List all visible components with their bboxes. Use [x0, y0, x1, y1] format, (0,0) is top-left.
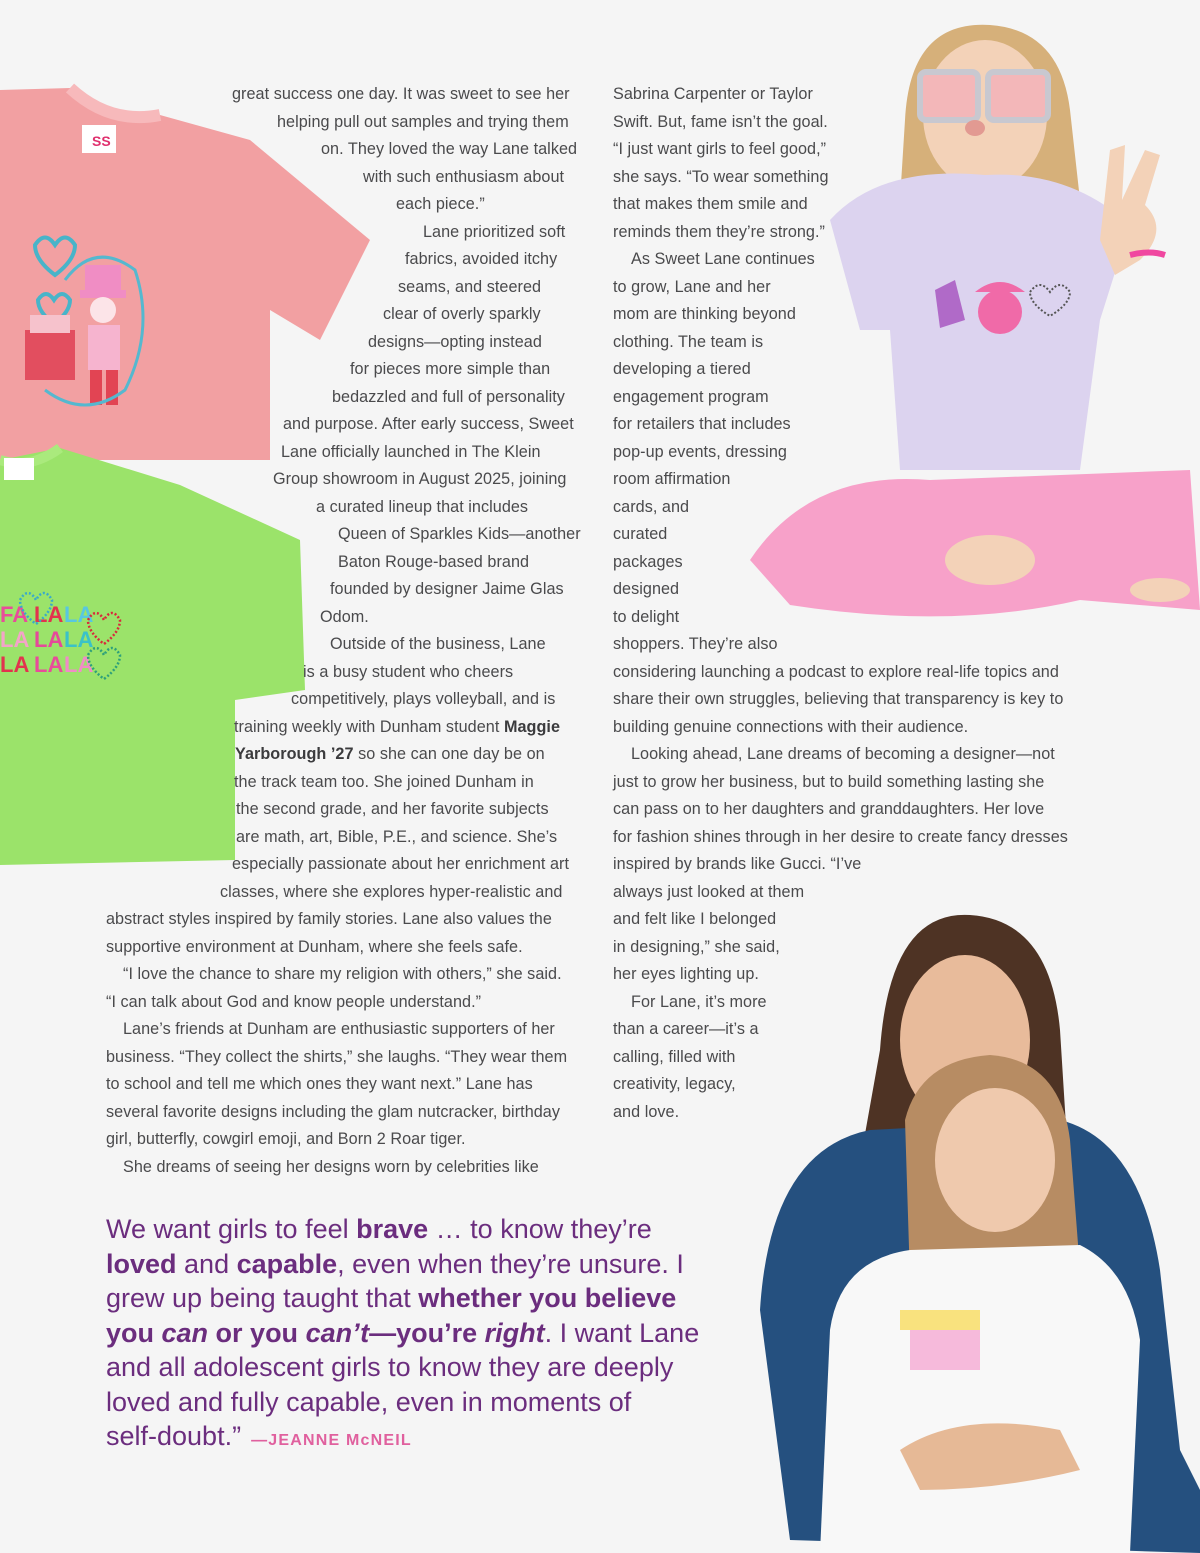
body-text-line: her eyes lighting up.	[613, 965, 759, 983]
body-text-line: for fashion shines through in her desire to create fancy dresses	[613, 828, 1068, 846]
svg-text:LA: LA	[64, 602, 94, 627]
emphasis: capable	[236, 1248, 338, 1279]
body-text-line: cards, and	[613, 498, 690, 516]
text-span: and	[176, 1248, 237, 1279]
name-yarborough: Yarborough ’27	[235, 745, 354, 763]
quote-attribution: —JEANNE McNEIL	[251, 1432, 412, 1449]
body-text-line: in designing,” she said,	[613, 938, 780, 956]
text-span: self-doubt.”	[106, 1421, 242, 1451]
body-text-line: than a career—it’s a	[613, 1020, 759, 1038]
body-text-line: several favorite designs including the glam nutcracker, birthday	[106, 1103, 560, 1121]
body-text-line: “I can talk about God and know people understand.”	[106, 993, 482, 1011]
svg-text:LA: LA	[0, 652, 30, 677]
body-text-line: just to grow her business, but to build something lasting she	[613, 773, 1045, 791]
body-text-line: is a busy student who cheers	[303, 663, 514, 681]
pull-quote	[106, 1212, 726, 1459]
body-text-line: helping pull out samples and trying them	[277, 113, 569, 131]
body-text-line: Queen of Sparkles Kids—another	[338, 525, 581, 543]
body-text-line: can pass on to her daughters and granddaughters. Her love	[613, 800, 1045, 818]
svg-text:LA: LA	[64, 627, 94, 652]
svg-text:SS: SS	[92, 133, 111, 149]
quote-line: loved and fully capable, even in moments of	[106, 1386, 632, 1417]
body-text-line: considering launching a podcast to explore real-life topics and	[613, 663, 1059, 681]
body-text-line: She dreams of seeing her designs worn by celebrities like	[123, 1158, 539, 1176]
body-text-line: for pieces more simple than	[350, 360, 551, 378]
body-text-line: For Lane, it’s more	[631, 993, 767, 1011]
quote-line	[106, 1316, 726, 1351]
text-span: so she can one day be on	[353, 745, 545, 763]
body-text-line: especially passionate about her enrichment art	[232, 855, 570, 873]
emphasis: brave	[356, 1214, 429, 1244]
body-text-line: bedazzled and full of personality	[332, 388, 565, 406]
body-text-line: designs—opting instead	[368, 333, 542, 351]
body-text-line: clear of overly sparkly	[383, 305, 541, 323]
body-text-line: Group showroom in August 2025, joining	[273, 470, 567, 488]
body-text-line: for retailers that includes	[613, 415, 791, 433]
body-text-line: the second grade, and her favorite subjects	[236, 800, 549, 818]
svg-text:LA: LA	[34, 652, 64, 677]
quote-line	[106, 1419, 726, 1459]
svg-text:LA: LA	[64, 652, 94, 677]
body-text-line: inspired by brands like Gucci. “I’ve	[613, 855, 862, 873]
emphasis: whether you believe	[418, 1283, 677, 1313]
body-text-line: seams, and steered	[398, 278, 542, 296]
body-text-line: share their own struggles, believing that transparency is key to	[613, 690, 1064, 708]
body-text-line: packages	[613, 553, 683, 571]
body-text-line	[235, 744, 545, 764]
svg-text:LA: LA	[34, 627, 64, 652]
body-text-line: calling, filled with	[613, 1048, 736, 1066]
body-text-line: she says. “To wear something	[613, 168, 829, 186]
svg-text:FA: FA	[0, 602, 29, 627]
body-text-line: business. “They collect the shirts,” she laughs. “They wear them	[106, 1048, 568, 1066]
name-maggie: Maggie	[503, 718, 561, 736]
body-text-line: pop-up events, dressing	[613, 443, 787, 461]
body-text-line: the track team too. She joined Dunham in	[234, 773, 534, 791]
body-text-line: abstract styles inspired by family stories. Lane also values the	[106, 910, 552, 928]
body-text-line: to grow, Lane and her	[613, 278, 771, 296]
body-text-line: founded by designer Jaime Glas	[330, 580, 564, 598]
body-text-line: classes, where she explores hyper-realistic and	[220, 883, 563, 901]
body-text-line: Swift. But, fame isn’t the goal.	[613, 113, 828, 131]
body-text-line: Odom.	[320, 608, 369, 626]
body-text-line: building genuine connections with their audience.	[613, 718, 969, 736]
body-text-line: “I just want girls to feel good,”	[613, 140, 827, 158]
emphasis-italic: right	[484, 1317, 545, 1348]
body-text-line: that makes them smile and	[613, 195, 808, 213]
quote-line	[106, 1281, 726, 1316]
body-text-line: Looking ahead, Lane dreams of becoming a designer—not	[631, 745, 1055, 763]
quote-line	[106, 1247, 726, 1282]
body-text-line: are math, art, Bible, P.E., and science. She’s	[236, 828, 558, 846]
body-text-line: “I love the chance to share my religion with others,” she said.	[123, 965, 562, 983]
quote-line: and all adolescent girls to know they are deeply	[106, 1352, 674, 1382]
body-text-line: always just looked at them	[613, 883, 805, 901]
body-text-line: Sabrina Carpenter or Taylor	[613, 85, 813, 103]
body-text-line: on. They loved the way Lane talked	[321, 140, 578, 158]
emphasis: you	[106, 1317, 162, 1348]
emphasis: or you	[208, 1317, 306, 1348]
body-text-line: Outside of the business, Lane	[330, 635, 546, 653]
emphasis-italic: can	[161, 1317, 209, 1348]
body-text-line: reminds them they’re strong.”	[613, 223, 825, 241]
body-text-line: creativity, legacy,	[613, 1075, 736, 1093]
text-span: … to know they’re	[428, 1214, 652, 1244]
body-text-line: a curated lineup that includes	[316, 498, 529, 516]
body-text-line: fabrics, avoided itchy	[405, 250, 558, 268]
born-2-roar-graphic	[900, 1310, 980, 1370]
text-span: grew up being taught that	[106, 1283, 419, 1313]
pink-tshirt-image	[0, 80, 380, 460]
quote-line	[106, 1212, 726, 1247]
svg-text:LA: LA	[34, 602, 64, 627]
text-span: We want girls to feel	[106, 1214, 357, 1244]
body-text-line: to delight	[613, 608, 680, 626]
body-text-line: with such enthusiasm about	[363, 168, 565, 186]
body-text-line: each piece.”	[396, 195, 485, 213]
svg-text:LA: LA	[0, 627, 30, 652]
girl-with-sunglasses-photo	[750, 0, 1200, 620]
body-text-line: girl, butterfly, cowgirl emoji, and Born 2 Roar tiger.	[106, 1130, 466, 1148]
body-text-line: Lane’s friends at Dunham are enthusiastic supporters of her	[123, 1020, 555, 1038]
emphasis-italic: can’t	[305, 1317, 370, 1348]
emphasis: —you’re	[369, 1317, 485, 1348]
body-text-line: and purpose. After early success, Sweet	[283, 415, 574, 433]
body-text-line: Baton Rouge-based brand	[338, 553, 530, 571]
body-text-line: and felt like I belonged	[613, 910, 777, 928]
body-text-line: shoppers. They’re also	[613, 635, 778, 653]
body-text-line: great success one day. It was sweet to see her	[232, 85, 570, 103]
text-span: training weekly with Dunham student	[234, 718, 504, 736]
text-span: , even when they’re unsure. I	[337, 1248, 684, 1279]
body-text-line: Lane officially launched in The Klein	[281, 443, 541, 461]
body-text-line: As Sweet Lane continues	[631, 250, 815, 268]
body-text-line: mom are thinking beyond	[613, 305, 796, 323]
body-text-line: to school and tell me which ones they want next.” Lane has	[106, 1075, 533, 1093]
body-text-line: clothing. The team is	[613, 333, 764, 351]
body-text-line: designed	[613, 580, 680, 598]
body-text-line: curated	[613, 525, 668, 543]
text-span: . I want Lane	[544, 1317, 700, 1348]
body-text-line: engagement program	[613, 388, 769, 406]
brand-tag	[4, 458, 34, 480]
body-text-line: developing a tiered	[613, 360, 751, 378]
body-text-line: and love.	[613, 1103, 680, 1121]
body-text-line: room affirmation	[613, 470, 731, 488]
body-text-line: Lane prioritized soft	[423, 223, 566, 241]
body-text-line: competitively, plays volleyball, and is	[291, 690, 556, 708]
body-text-line	[234, 717, 560, 737]
emphasis: loved	[106, 1248, 177, 1279]
body-text-line: supportive environment at Dunham, where she feels safe.	[106, 938, 523, 956]
